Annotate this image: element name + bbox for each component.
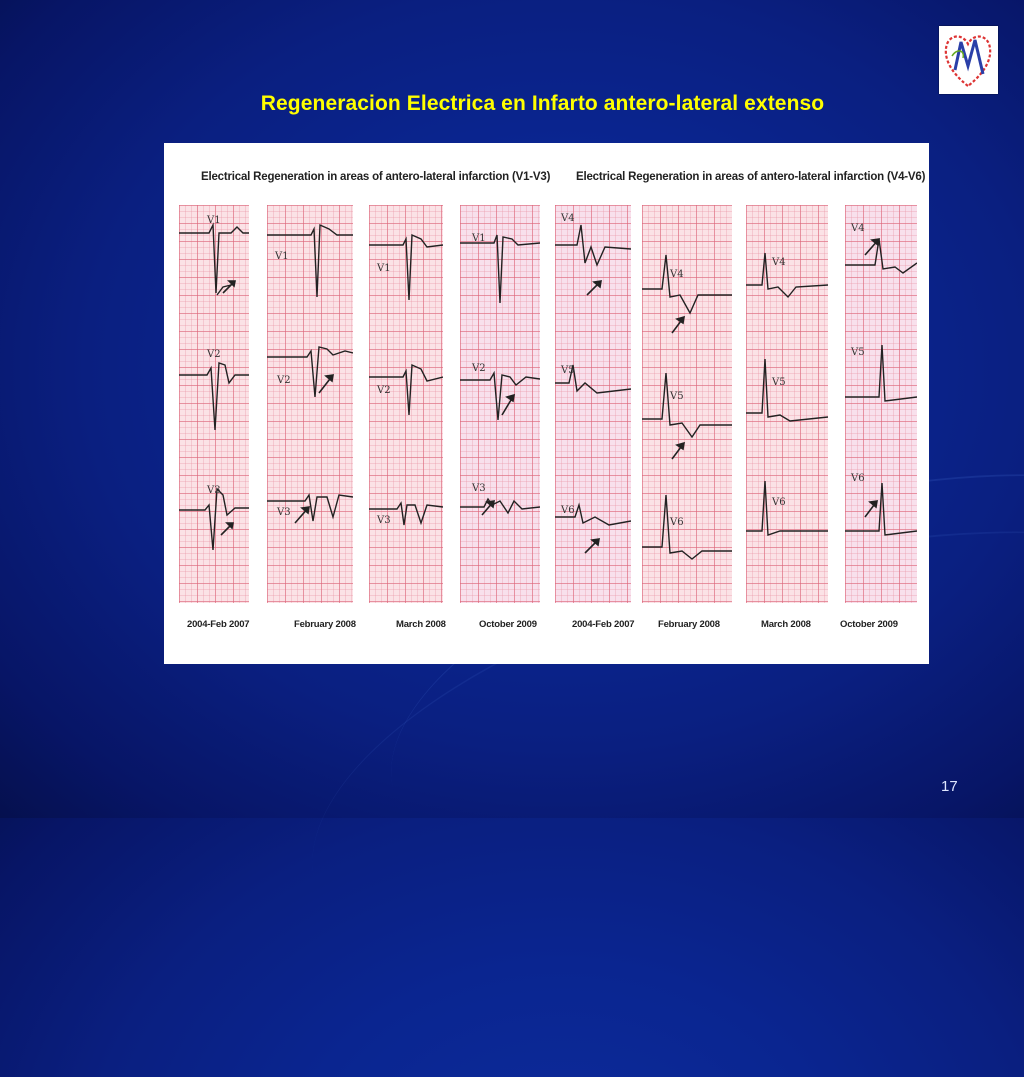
date-label: March 2008 bbox=[396, 619, 446, 630]
ecg-strip-v1v3-2007 bbox=[179, 205, 249, 603]
ecg-strip-v4v6-mar2008 bbox=[746, 205, 828, 603]
right-figure-heading: Electrical Regeneration in areas of antero-lateral infarction (V4-V6) bbox=[576, 171, 926, 183]
lead-label: V6 bbox=[561, 505, 575, 516]
lead-label: V4 bbox=[851, 223, 865, 234]
date-label: February 2008 bbox=[658, 619, 720, 630]
lead-label: V6 bbox=[670, 517, 684, 528]
left-figure-heading: Electrical Regeneration in areas of antero-lateral infarction (V1-V3) bbox=[201, 171, 551, 183]
slide-title: Regeneracion Electrica en Infarto antero-lateral extenso bbox=[260, 92, 825, 115]
date-label: October 2009 bbox=[479, 619, 537, 630]
lead-label: V3 bbox=[277, 507, 291, 518]
lead-label: V5 bbox=[851, 347, 865, 358]
ecg-strip-v4v6-feb2008 bbox=[642, 205, 732, 603]
date-label: 2004-Feb 2007 bbox=[572, 619, 635, 630]
lead-label: V2 bbox=[472, 363, 486, 374]
date-label: February 2008 bbox=[294, 619, 356, 630]
ecg-strip-v1v3-feb2008 bbox=[267, 205, 353, 603]
ecg-strip-v4v6-2007 bbox=[555, 205, 631, 603]
date-label: 2004-Feb 2007 bbox=[187, 619, 250, 630]
heart-logo-icon bbox=[939, 26, 998, 94]
ecg-strip-v1v3-mar2008 bbox=[369, 205, 443, 603]
lead-label: V4 bbox=[670, 269, 684, 280]
slide-number: 17 bbox=[941, 778, 958, 795]
lead-label: V6 bbox=[772, 497, 786, 508]
lead-label: V5 bbox=[772, 377, 786, 388]
lead-label: V2 bbox=[277, 375, 291, 386]
ecg-strip-v4v6-oct2009 bbox=[845, 205, 917, 603]
lead-label: V3 bbox=[207, 485, 221, 496]
date-label: March 2008 bbox=[761, 619, 811, 630]
lead-label: V3 bbox=[377, 515, 391, 526]
lead-label: V3 bbox=[472, 483, 486, 494]
lead-label: V2 bbox=[377, 385, 391, 396]
lead-label: V1 bbox=[207, 215, 221, 226]
lead-label: V4 bbox=[772, 257, 786, 268]
lead-label: V1 bbox=[472, 233, 486, 244]
lead-label: V5 bbox=[670, 391, 684, 402]
lead-label: V1 bbox=[377, 263, 391, 274]
lead-label: V6 bbox=[851, 473, 865, 484]
ecg-strip-v1v3-oct2009 bbox=[460, 205, 540, 603]
lead-label: V4 bbox=[561, 213, 575, 224]
ecg-figure bbox=[164, 143, 929, 664]
date-label: October 2009 bbox=[840, 619, 898, 630]
lead-label: V2 bbox=[207, 349, 221, 360]
lead-label: V1 bbox=[275, 251, 289, 262]
lead-label: V5 bbox=[561, 365, 575, 376]
